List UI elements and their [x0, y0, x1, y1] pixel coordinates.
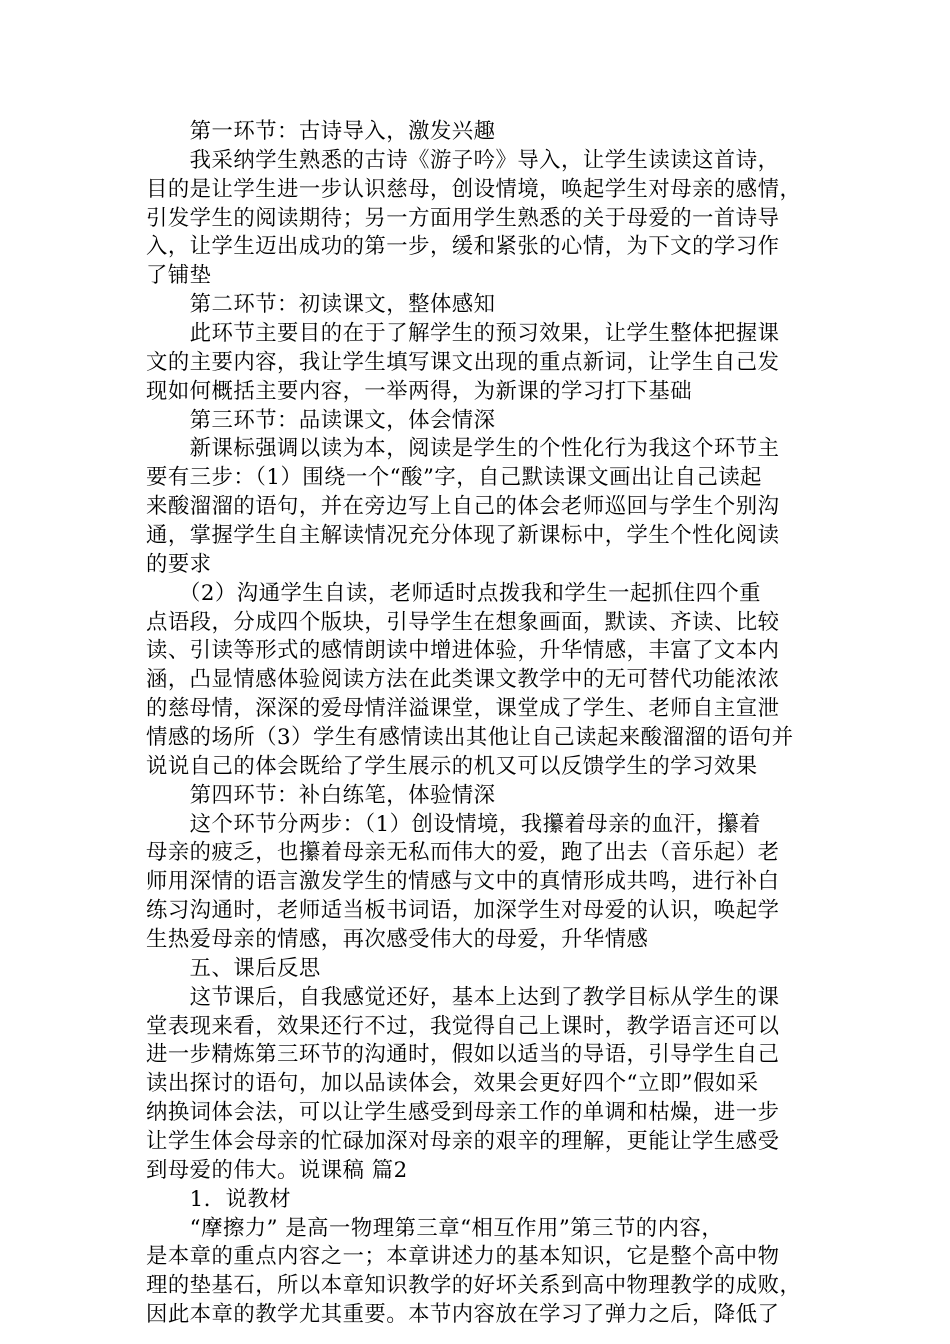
- paragraph-line: 生热爱母亲的情感，再次感受伟大的母爱，升华情感: [146, 927, 649, 952]
- paragraph-line: 师用深情的语言激发学生的情感与文中的真情形成共鸣，进行补白: [146, 869, 780, 895]
- paragraph-line: 新课标强调以读为本，阅读是学生的个性化行为我这个环节主: [146, 436, 780, 462]
- paragraph-line: 母亲的疲乏，也攥着母亲无私而伟大的爱，跑了出去（音乐起）老: [146, 840, 780, 866]
- paragraph-line: 现如何概括主要内容，一举两得，为新课的学习打下基础: [146, 378, 693, 404]
- paragraph-line: 读、引读等形式的感情朗读中增进体验，升华情感，丰富了文本内: [146, 638, 780, 664]
- paragraph-line: 理的垫基石，所以本章知识教学的好坏关系到高中物理教学的成败，: [146, 1273, 802, 1299]
- paragraph-line: 引发学生的阅读期待；另一方面用学生熟悉的关于母爱的一首诗导: [146, 205, 780, 231]
- section-heading: 1．说教材: [146, 1186, 292, 1212]
- section-heading: 第四环节：补白练笔，体验情深: [146, 782, 496, 808]
- paragraph-line: 这个环节分两步：（1）创设情境，我攥着母亲的血汗，攥着: [146, 811, 762, 837]
- section-heading: 第一环节：古诗导入，激发兴趣: [146, 119, 496, 144]
- paragraph-line: 到母爱的伟大。说课稿 篇2: [146, 1157, 408, 1183]
- paragraph-line: 让学生体会母亲的忙碌加深对母亲的艰辛的理解，更能让学生感受: [146, 1129, 780, 1154]
- paragraph-line: 说说自己的体会既给了学生展示的机又可以反馈学生的学习效果: [146, 753, 758, 779]
- paragraph-line: 来酸溜溜的语句，并在旁边写上自己的体会老师巡回与学生个别沟: [146, 494, 780, 520]
- paragraph-line: “摩擦力” 是高一物理第三章“相互作用”第三节的内容，: [146, 1215, 724, 1241]
- section-heading: 第三环节：品读课文，体会情深: [146, 407, 496, 433]
- paragraph-line: 目的是让学生进一步认识慈母，创设情境，唤起学生对母亲的感情，: [146, 176, 802, 202]
- paragraph-line: 因此本章的教学尤其重要。本节内容放在学习了弹力之后，降低了: [146, 1302, 780, 1328]
- paragraph-line: 要有三步：（1）围绕一个“酸”字，自己默读课文画出让自己读起: [146, 465, 763, 491]
- paragraph-line: 的要求: [146, 551, 212, 577]
- paragraph-line: 纳换词体会法，可以让学生感受到母亲工作的单调和枯燥，进一步: [146, 1100, 780, 1126]
- paragraph-line: 情感的场所（3）学生有感情读出其他让自己读起来酸溜溜的语句并: [146, 725, 794, 750]
- paragraph-line: 我采纳学生熟悉的古诗《游子吟》导入，让学生读读这首诗，: [146, 147, 780, 173]
- paragraph-line: 文的主要内容，我让学生填写课文出现的重点新词，让学生自己发: [146, 349, 780, 375]
- paragraph-line: 通，掌握学生自主解读情况充分体现了新课标中，学生个性化阅读: [146, 523, 780, 548]
- paragraph-line: 进一步精炼第三环节的沟通时，假如以适当的导语，引导学生自己: [146, 1042, 780, 1068]
- paragraph-line: 的慈母情，深深的爱母情洋溢课堂，课堂成了学生、老师自主宣泄: [146, 696, 780, 722]
- paragraph-line: 堂表现来看，效果还行不过，我觉得自己上课时，教学语言还可以: [146, 1013, 780, 1039]
- paragraph-line: 了铺垫: [146, 263, 212, 289]
- paragraph-line: 入，让学生迈出成功的第一步，缓和紧张的心情，为下文的学习作: [146, 234, 780, 260]
- paragraph-line: 点语段，分成四个版块，引导学生在想象画面，默读、齐读、比较: [146, 609, 780, 635]
- paragraph-line: 是本章的重点内容之一；本章讲述力的基本知识，它是整个高中物: [146, 1244, 780, 1270]
- paragraph-line: （2）沟通学生自读，老师适时点拨我和学生一起抓住四个重: [146, 580, 762, 606]
- section-heading: 第二环节：初读课文，整体感知: [146, 292, 496, 318]
- paragraph-line: 这节课后，自我感觉还好，基本上达到了教学目标从学生的课: [146, 984, 780, 1010]
- paragraph-line: 涵，凸显情感体验阅读方法在此类课文教学中的无可替代功能浓浓: [146, 667, 780, 693]
- section-heading: 五、课后反思: [146, 955, 321, 981]
- paragraph-line: 练习沟通时，老师适当板书词语，加深学生对母爱的认识，唤起学: [146, 898, 780, 924]
- paragraph-line: 此环节主要目的在于了解学生的预习效果，让学生整体把握课: [146, 321, 780, 346]
- paragraph-line: 读出探讨的语句，加以品读体会，效果会更好四个“立即”假如采: [146, 1071, 759, 1097]
